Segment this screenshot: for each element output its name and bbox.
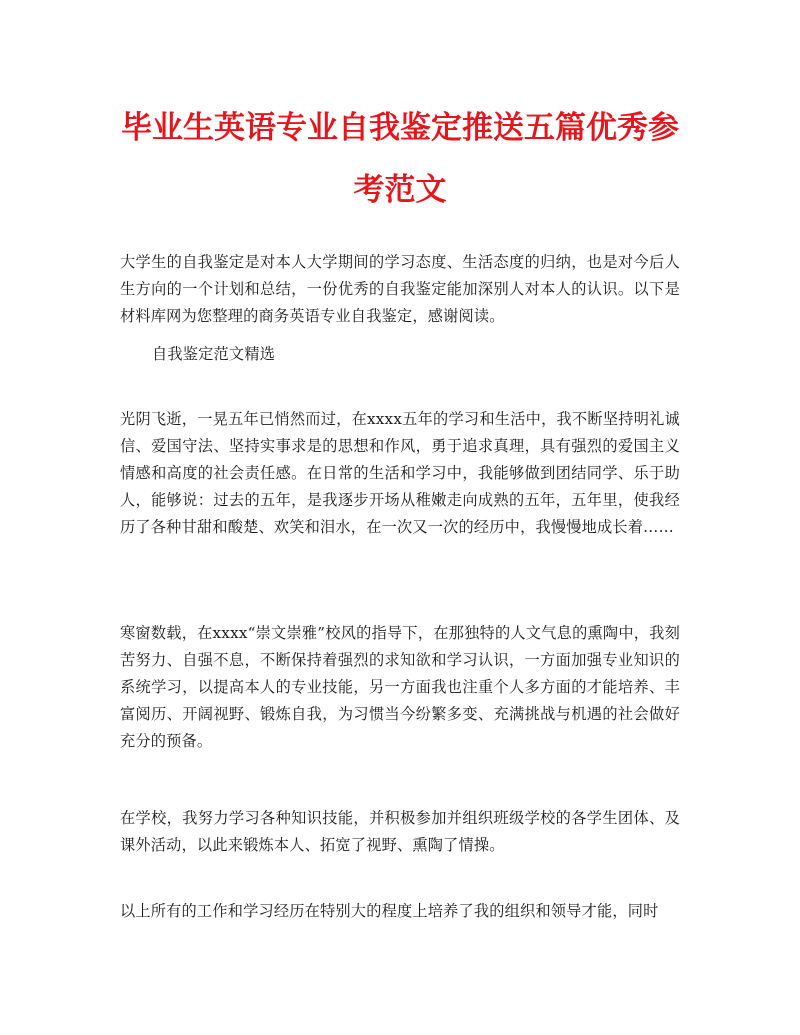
body-paragraph-4: 以上所有的工作和学习经历在特别大的程度上培养了我的组织和领导才能，同时 (120, 902, 659, 920)
body-paragraph-1: 光阴飞逝，一晃五年已悄然而过，在xxxx五年的学习和生活中，我不断坚持明礼诚信、爱国守法、坚持实事求是的思想和作风，勇于追求真理，具有强烈的爱国主义情感和高度的社会责任感。在日常的生活和学习中，我能够做到团结同学、乐于助人，能够说：过去的五年，是我逐步开场从稚嫩走向成熟的五年，五年里，使我经历了各种甘甜和酸楚、欢笑和泪水，在一次又一次的经历中，我慢慢地成长着…… (120, 410, 680, 536)
intro-paragraph: 大学生的自我鉴定是对本人大学期间的学习态度、生活态度的归纳，也是对今后人生方向的一个计划和总结，一份优秀的自我鉴定能加深别人对本人的认识。以下是材料库网为您整理的商务英语专业自我鉴定，感谢阅读。 (120, 253, 680, 325)
body-paragraph-2: 寒窗数载，在xxxx“崇文崇雅”校风的指导下，在那独特的人文气息的熏陶中，我刻苦努力、自强不息，不断保持着强烈的求知欲和学习认识，一方面加强专业知识的系统学习，以提高本人的专业技能，另一方面我也注重个人多方面的才能培养、丰富阅历、开阔视野、锻炼自我，为习惯当今纷繁多变、充满挑战与机遇的社会做好充分的预备。 (120, 624, 680, 750)
body-paragraph-3: 在学校，我努力学习各种知识技能，并积极参加并组织班级学校的各学生团体、及课外活动，以此来锻炼本人、拓宽了视野、熏陶了情操。 (120, 809, 680, 854)
section-subheading: 自我鉴定范文精选 (152, 345, 276, 363)
document-title: 毕业生英语专业自我鉴定推送五篇优秀参考范文 (121, 110, 679, 208)
